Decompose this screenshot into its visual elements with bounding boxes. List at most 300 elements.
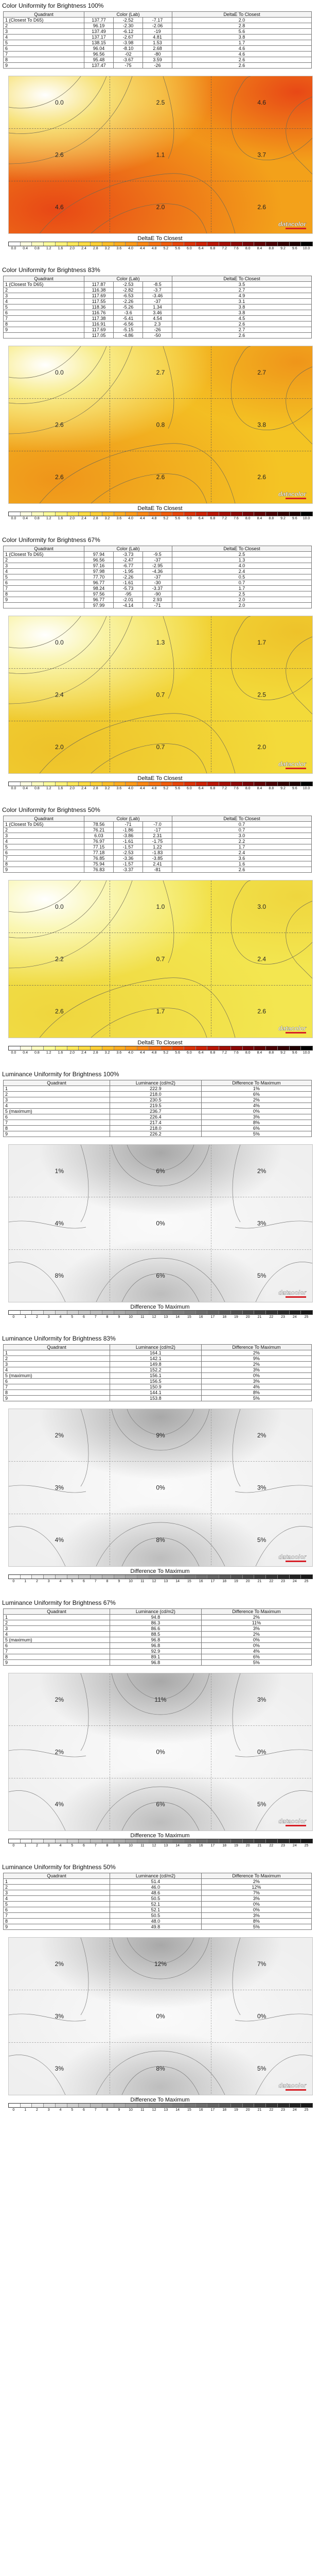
scale-tick-label: 4.8 [151, 787, 157, 790]
measurement-table [3, 546, 312, 608]
table-cell: 2 [4, 23, 84, 29]
uniformity-section [0, 804, 320, 1069]
table-row [4, 40, 312, 46]
table-cell: 8% [201, 1120, 311, 1126]
scale-tick-label: 4.8 [151, 1051, 157, 1055]
scale-tick-label: 7.2 [222, 247, 227, 250]
quadrant-value: 2.4 [257, 955, 266, 963]
scale-swatch [184, 1311, 196, 1314]
table-cell: 2.3 [143, 321, 172, 327]
scale-swatch [32, 1575, 44, 1579]
scale-ticks [8, 1843, 312, 1848]
table-cell: 137.47 [84, 63, 114, 69]
section-spacer [0, 521, 320, 534]
table-cell: 3 [4, 293, 84, 299]
scale-tick-label: 9.2 [280, 517, 286, 520]
table-row [4, 844, 312, 850]
scale-tick-label: 8.0 [245, 247, 251, 250]
scale-tick-label: 4.0 [128, 787, 133, 790]
scale-tick-label: 17 [210, 2108, 215, 2112]
table-row [4, 839, 312, 844]
table-cell: -2.26 [114, 574, 143, 580]
scale-swatch [301, 2104, 312, 2107]
scale-tick-label: 14 [175, 2108, 180, 2112]
uniformity-section [0, 1861, 320, 2126]
scale-swatch [290, 512, 301, 516]
scale-tick-label: 25 [304, 2108, 309, 2112]
scale-swatch [254, 1839, 266, 1843]
table-row [4, 1919, 312, 1924]
scale-swatch [32, 1311, 44, 1314]
scale-tick-label: 13 [164, 1315, 168, 1319]
table-cell [4, 333, 84, 338]
uniformity-section [0, 534, 320, 804]
scale-tick-label: 4 [59, 1844, 62, 1848]
table-cell: -9.5 [143, 552, 172, 557]
uniformity-plot [8, 1144, 313, 1302]
scale-tick-label: 7.6 [234, 517, 239, 520]
scale-swatch [149, 1839, 161, 1843]
scale-tick-label: 9 [118, 2108, 120, 2112]
table-cell: 96.8 [110, 1660, 202, 1666]
scale-tick-label: 25 [304, 1315, 309, 1319]
table-cell: 97.99 [84, 603, 114, 608]
scale-tick-label: 12 [152, 1844, 156, 1848]
table-cell: 76.83 [84, 867, 114, 873]
scale-swatch [137, 1046, 149, 1050]
table-cell: 92.9 [110, 1649, 202, 1654]
table-cell: 3.1 [172, 299, 312, 304]
scale-tick-label: 4.8 [151, 517, 157, 520]
table-cell: 4 [4, 299, 84, 304]
table-cell: 3.46 [143, 310, 172, 316]
scale-swatch [243, 1046, 255, 1050]
scale-swatch [196, 1839, 208, 1843]
table-cell: 6 [4, 1643, 110, 1649]
table-row [4, 29, 312, 35]
scale-swatch [219, 512, 231, 516]
uniformity-plot-wrap [0, 346, 320, 504]
quadrant-value: 3.0 [257, 903, 266, 910]
table-cell: 4 [4, 569, 84, 574]
table-cell: 2 [4, 287, 84, 293]
scale-tick-label: 5.2 [163, 517, 169, 520]
quadrant-value: 3% [55, 2012, 64, 2020]
scale-tick-label: 4.4 [139, 1051, 145, 1055]
scale-swatch [67, 782, 79, 786]
quadrant-value: 1.0 [156, 903, 165, 910]
table-cell: 149.8 [110, 1362, 202, 1367]
quadrant-value: 0.0 [55, 368, 64, 376]
table-cell: -2.67 [114, 35, 143, 40]
table-cell: 152.2 [110, 1367, 202, 1373]
table-cell: 3% [201, 1379, 311, 1384]
table-cell: 0% [201, 1907, 311, 1913]
quadrant-value: 1.1 [156, 151, 165, 159]
scale-tick-label: 9.6 [292, 247, 297, 250]
scale-tick-label: 16 [199, 1315, 203, 1319]
table-cell: 4 [4, 1632, 110, 1637]
uniformity-plot-wrap [0, 1144, 320, 1302]
color-scale-bar [8, 1046, 313, 1050]
table-cell: 8 [4, 321, 84, 327]
scale-tick-label: 1.2 [46, 787, 51, 790]
table-cell: -8.5 [143, 282, 172, 287]
scale-title: DeltaE To Closest [137, 235, 183, 242]
quadrant-value: 0.7 [156, 955, 165, 963]
table-cell: 6 [4, 850, 84, 856]
table-cell: 5 (maximum) [4, 1373, 110, 1379]
table-cell: 7 [4, 1120, 110, 1126]
table-row [4, 1620, 312, 1626]
table-cell: 3 [4, 1097, 110, 1103]
table-row [4, 1637, 312, 1643]
table-row [4, 1131, 312, 1137]
scale-title: Difference To Maximum [130, 1568, 190, 1574]
scale-tick-label: 5.2 [163, 247, 169, 250]
scale-swatch [91, 1311, 102, 1314]
scale-swatch [102, 242, 114, 246]
quadrant-value: 5% [257, 1272, 266, 1280]
quadrant-value: 3% [257, 1484, 266, 1492]
table-cell: 12% [201, 1885, 311, 1890]
table-cell: 2.4 [172, 569, 312, 574]
table-cell: 4% [201, 1103, 311, 1109]
scale-tick-label: 2.4 [81, 517, 86, 520]
table-cell: 3.8 [172, 304, 312, 310]
scale-swatch [137, 512, 149, 516]
scale-tick-label: 19 [234, 2108, 238, 2112]
scale-swatch [149, 1311, 161, 1314]
table-cell: 94.8 [110, 1615, 202, 1620]
scale-tick-label: 14 [175, 1580, 180, 1583]
table-cell: 137.77 [84, 18, 114, 23]
table-row [4, 1907, 312, 1913]
table-row [4, 1615, 312, 1620]
scale-swatch [301, 1311, 312, 1314]
table-row [4, 1660, 312, 1666]
table-cell: 138.15 [84, 40, 114, 46]
table-cell: 6 [4, 1379, 110, 1384]
scale-tick-label: 15 [187, 1315, 191, 1319]
scale-tick-label: 7 [94, 1315, 97, 1319]
table-cell [4, 603, 84, 608]
table-cell: 77.70 [84, 574, 114, 580]
scale-swatch [44, 1311, 56, 1314]
scale-tick-label: 12 [152, 1580, 156, 1583]
scale-swatch [301, 1839, 312, 1843]
scale-swatch [21, 1575, 32, 1579]
scale-swatch [290, 2104, 301, 2107]
scale-swatch [102, 1575, 114, 1579]
scale-swatch [231, 512, 243, 516]
table-cell: 75.94 [84, 861, 114, 867]
table-row [4, 822, 312, 827]
scale-tick-label: 24 [292, 1844, 297, 1848]
scale-tick-label: 9 [118, 1315, 120, 1319]
scale-swatch [21, 242, 32, 246]
table-cell: 2.7 [172, 287, 312, 293]
scale-swatch [114, 1839, 126, 1843]
contour-map [9, 76, 312, 233]
quadrant-value: 2.6 [156, 473, 165, 481]
table-cell: 4 [4, 1896, 110, 1902]
scale-swatch [254, 242, 266, 246]
quadrant-value: 2.6 [55, 473, 64, 481]
table-cell: 96.56 [84, 52, 114, 57]
uniformity-plot-wrap [0, 1409, 320, 1567]
scale-tick-label: 6.4 [198, 247, 204, 250]
quadrant-value: 3% [257, 1219, 266, 1227]
table-cell: -3.37 [114, 867, 143, 873]
scale-swatch [219, 2104, 231, 2107]
table-cell: 222.9 [110, 1086, 202, 1092]
table-cell: 2.5 [172, 552, 312, 557]
scale-swatch [9, 2104, 21, 2107]
scale-swatch [278, 2104, 290, 2107]
quadrant-value: 2.2 [55, 955, 64, 963]
table-cell: 3 [4, 29, 84, 35]
table-cell: 0.5 [172, 574, 312, 580]
table-cell: -6.53 [114, 293, 143, 299]
scale-swatch [137, 782, 149, 786]
table-row [4, 861, 312, 867]
scale-swatch [266, 1311, 278, 1314]
table-row [4, 46, 312, 52]
table-cell: -50 [143, 333, 172, 338]
table-cell: -2.26 [114, 299, 143, 304]
scale-tick-label: 17 [210, 1844, 215, 1848]
scale-tick-label: 21 [257, 1315, 262, 1319]
table-row [4, 23, 312, 29]
scale-swatch [126, 1311, 137, 1314]
table-cell: 2 [4, 1092, 110, 1097]
quadrant-value: 4.6 [55, 204, 64, 211]
quadrant-value: 1.7 [257, 638, 266, 646]
quadrant-value: 2.5 [156, 98, 165, 106]
scale-swatch [207, 1575, 219, 1579]
svg-text:datacolor: datacolor [278, 490, 306, 498]
table-cell: 8% [201, 1390, 311, 1396]
scale-tick-label: 5.6 [175, 787, 180, 790]
scale-tick-label: 23 [281, 2108, 285, 2112]
scale-swatch [91, 512, 102, 516]
scale-tick-label: 20 [245, 1580, 250, 1583]
scale-tick-label: 16 [199, 1580, 203, 1583]
scale-tick-label: 15 [187, 2108, 191, 2112]
table-row [4, 563, 312, 569]
quadrant-value: 5% [257, 1801, 266, 1808]
scale-swatch [9, 1046, 21, 1050]
table-cell: 4 [4, 35, 84, 40]
scale-tick-label: 5.6 [175, 517, 180, 520]
scale-tick-label: 2.8 [93, 247, 98, 250]
table-cell: 4.54 [143, 316, 172, 321]
scale-swatch [196, 1575, 208, 1579]
color-scale-bar [8, 1839, 313, 1843]
scale-tick-label: 10 [129, 1580, 133, 1583]
table-row [4, 282, 312, 287]
scale-tick-label: 3.6 [116, 517, 122, 520]
table-cell: -2.82 [114, 287, 143, 293]
table-cell: 3% [201, 1367, 311, 1373]
scale-swatch [278, 1839, 290, 1843]
scale-tick-label: 1.6 [58, 247, 63, 250]
scale-tick-label: 6.8 [210, 247, 216, 250]
scale-tick-label: 2.0 [69, 517, 75, 520]
table-cell: 4 [4, 839, 84, 844]
scale-swatch [184, 512, 196, 516]
quadrant-value: 2.6 [55, 151, 64, 159]
table-row [4, 1924, 312, 1930]
quadrant-value: 2% [257, 1167, 266, 1175]
table-cell: 2% [201, 1350, 311, 1356]
scale-tick-label: 3.6 [116, 247, 122, 250]
table-cell: 48.6 [110, 1890, 202, 1896]
scale-tick-label: 2.8 [93, 1051, 98, 1055]
scale-swatch [67, 242, 79, 246]
scale-tick-label: 0.0 [11, 247, 16, 250]
scale-swatch [79, 2104, 91, 2107]
section-spacer [0, 791, 320, 804]
quadrant-value: 5% [257, 2065, 266, 2073]
table-cell: 4% [201, 1649, 311, 1654]
scale-swatch [91, 1839, 102, 1843]
column-header: Quadrant [4, 12, 84, 18]
table-cell: 5% [201, 1660, 311, 1666]
quadrant-value: 0% [156, 1748, 165, 1756]
scale-tick-label: 11 [140, 2108, 145, 2112]
scale-tick-label: 21 [257, 1844, 262, 1848]
scale-tick-label: 9.6 [292, 787, 297, 790]
table-cell: -26 [143, 63, 172, 69]
table-cell: 8 [4, 1126, 110, 1131]
table-cell: 2.0 [172, 597, 312, 603]
scale-swatch [44, 782, 56, 786]
table-row [4, 552, 312, 557]
table-cell: 3% [201, 1114, 311, 1120]
table-row [4, 1384, 312, 1390]
table-cell: 116.38 [84, 287, 114, 293]
scale-tick-label: 13 [164, 1580, 168, 1583]
table-cell: 96.77 [84, 597, 114, 603]
table-cell: -71 [143, 603, 172, 608]
table-cell: 116.91 [84, 321, 114, 327]
scale-swatch [161, 1839, 173, 1843]
table-cell: -1.83 [143, 850, 172, 856]
scale-swatch [56, 2104, 67, 2107]
scale-tick-label: 24 [292, 1580, 297, 1583]
table-cell: -5.41 [114, 316, 143, 321]
table-cell: 1.7 [172, 40, 312, 46]
scale-tick-label: 6 [83, 1315, 85, 1319]
scale-swatch [254, 1046, 266, 1050]
scale-swatch [102, 1839, 114, 1843]
quadrant-value: 8% [156, 1536, 165, 1544]
column-header: DeltaE To Closest [172, 546, 312, 552]
table-cell: 77.15 [84, 844, 114, 850]
scale-swatch [266, 2104, 278, 2107]
table-cell: 1 (Closest To D65) [4, 552, 84, 557]
quadrant-value: 2% [257, 1431, 266, 1439]
table-cell: 3 [4, 1626, 110, 1632]
table-row [4, 1649, 312, 1654]
scale-swatch [114, 2104, 126, 2107]
table-cell: -1.57 [114, 861, 143, 867]
scale-title: DeltaE To Closest [137, 775, 183, 782]
table-cell: 7 [4, 1649, 110, 1654]
scale-tick-label: 0.0 [11, 1051, 16, 1055]
scale-swatch [91, 782, 102, 786]
table-header-row [4, 816, 312, 822]
table-cell: 0.7 [172, 827, 312, 833]
scale-swatch [102, 782, 114, 786]
table-header-row [4, 546, 312, 552]
scale-swatch [254, 1311, 266, 1314]
uniformity-section [0, 264, 320, 534]
table-cell: 76.85 [84, 856, 114, 861]
column-header: Color (Lab) [84, 276, 172, 282]
scale-swatch [149, 512, 161, 516]
scale-swatch [207, 1311, 219, 1314]
quadrant-value: 3.7 [257, 151, 266, 159]
uniformity-section [0, 0, 320, 264]
scale-tick-label: 6.4 [198, 1051, 204, 1055]
quadrant-value: 2.0 [257, 743, 266, 751]
scale-tick-label: 19 [234, 1315, 238, 1319]
table-row [4, 287, 312, 293]
table-cell: 2.6 [172, 333, 312, 338]
quadrant-value: 3% [55, 1484, 64, 1492]
scale-swatch [21, 782, 32, 786]
scale-swatch [91, 242, 102, 246]
scale-swatch [56, 1839, 67, 1843]
scale-swatch [184, 1046, 196, 1050]
table-cell: 230.5 [110, 1097, 202, 1103]
table-cell: 9 [4, 1660, 110, 1666]
scale-swatch [79, 1046, 91, 1050]
uniformity-section [0, 1597, 320, 1861]
scale-ticks [8, 1579, 312, 1584]
table-cell: 117.87 [84, 282, 114, 287]
section-title: Color Uniformity for Brightness 67% [2, 536, 100, 544]
table-cell: 97.16 [84, 563, 114, 569]
scale-swatch [21, 1046, 32, 1050]
scale-title: DeltaE To Closest [137, 1040, 183, 1046]
table-cell: 226.2 [110, 1131, 202, 1137]
uniformity-plot-wrap [0, 880, 320, 1038]
table-cell: -5.15 [114, 327, 143, 333]
table-cell: -8.10 [114, 46, 143, 52]
scale-swatch [231, 2104, 243, 2107]
uniformity-plot [8, 346, 313, 504]
column-header: Quadrant [4, 1080, 110, 1086]
table-cell: 226.4 [110, 1114, 202, 1120]
scale-swatch [126, 1046, 137, 1050]
scale-tick-label: 20 [245, 1844, 250, 1848]
scale-swatch [254, 2104, 266, 2107]
table-cell: 52.1 [110, 1902, 202, 1907]
quadrant-value: 0% [156, 1484, 165, 1492]
scale-swatch [172, 1575, 184, 1579]
table-cell: 1 (Closest To D65) [4, 282, 84, 287]
scale-swatch [231, 1575, 243, 1579]
scale-swatch [219, 1046, 231, 1050]
table-cell: -6.12 [114, 29, 143, 35]
scale-swatch [219, 242, 231, 246]
scale-tick-label: 8 [106, 1580, 109, 1583]
scale-tick-label: 7.2 [222, 787, 227, 790]
